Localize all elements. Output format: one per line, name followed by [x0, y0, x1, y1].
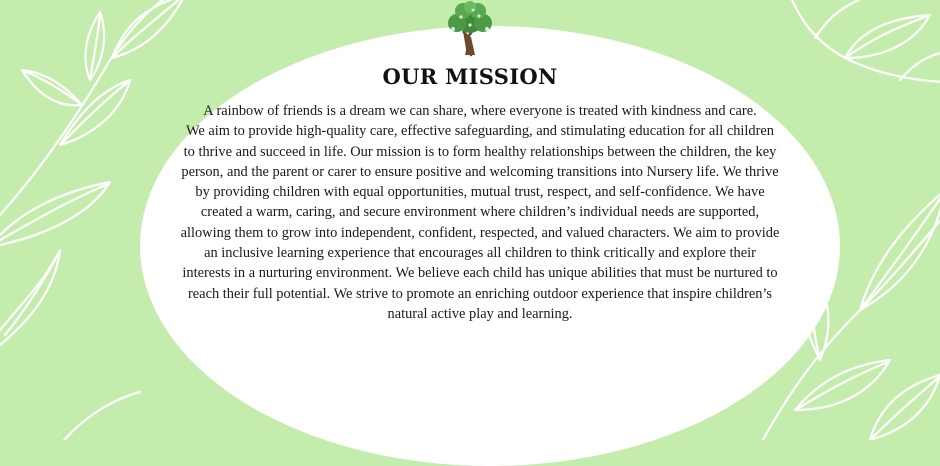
- mission-body-paragraph: We aim to provide high-quality care, effective safeguarding, and stimulating education for all children to thrive and succeed in life. Our mission is to form healthy relationships between the children, the key person, and the parent or carer to ensure positive and welcoming transitions into Nursery life. We thrive by providing children with equal opportunities, mutual trust, respect, and self-confidence. We have created a warm, caring, and secure environment where children’s individual needs are supported, allowing them to grow into independent, confident, respected, and valued characters. We aim to provide an inclusive learning experience that encourages all children to think critically and explore their interests in a nurturing environment. We believe each child has unique abilities that must be nurtured to reach their full potential. We strive to promote an enriching outdoor experience that inspire children’s natural active play and learning.: [180, 123, 780, 322]
- leaf-top-left-1: [112, 0, 185, 58]
- mission-intro-paragraph: A rainbow of friends is a dream we can share, where everyone is treated with kindness and care.: [203, 103, 757, 119]
- leaf-top-right-2: [815, 0, 870, 38]
- tree-icon: [443, 1, 497, 57]
- mission-text: [180, 101, 780, 324]
- branch-stem-bottom-left: [60, 392, 140, 440]
- branch-stem-top-left: [0, 0, 170, 215]
- leaf-top-right-1: [845, 15, 930, 58]
- page-title: OUR MISSION: [382, 64, 558, 89]
- leaf-bottom-right-1: [860, 190, 940, 310]
